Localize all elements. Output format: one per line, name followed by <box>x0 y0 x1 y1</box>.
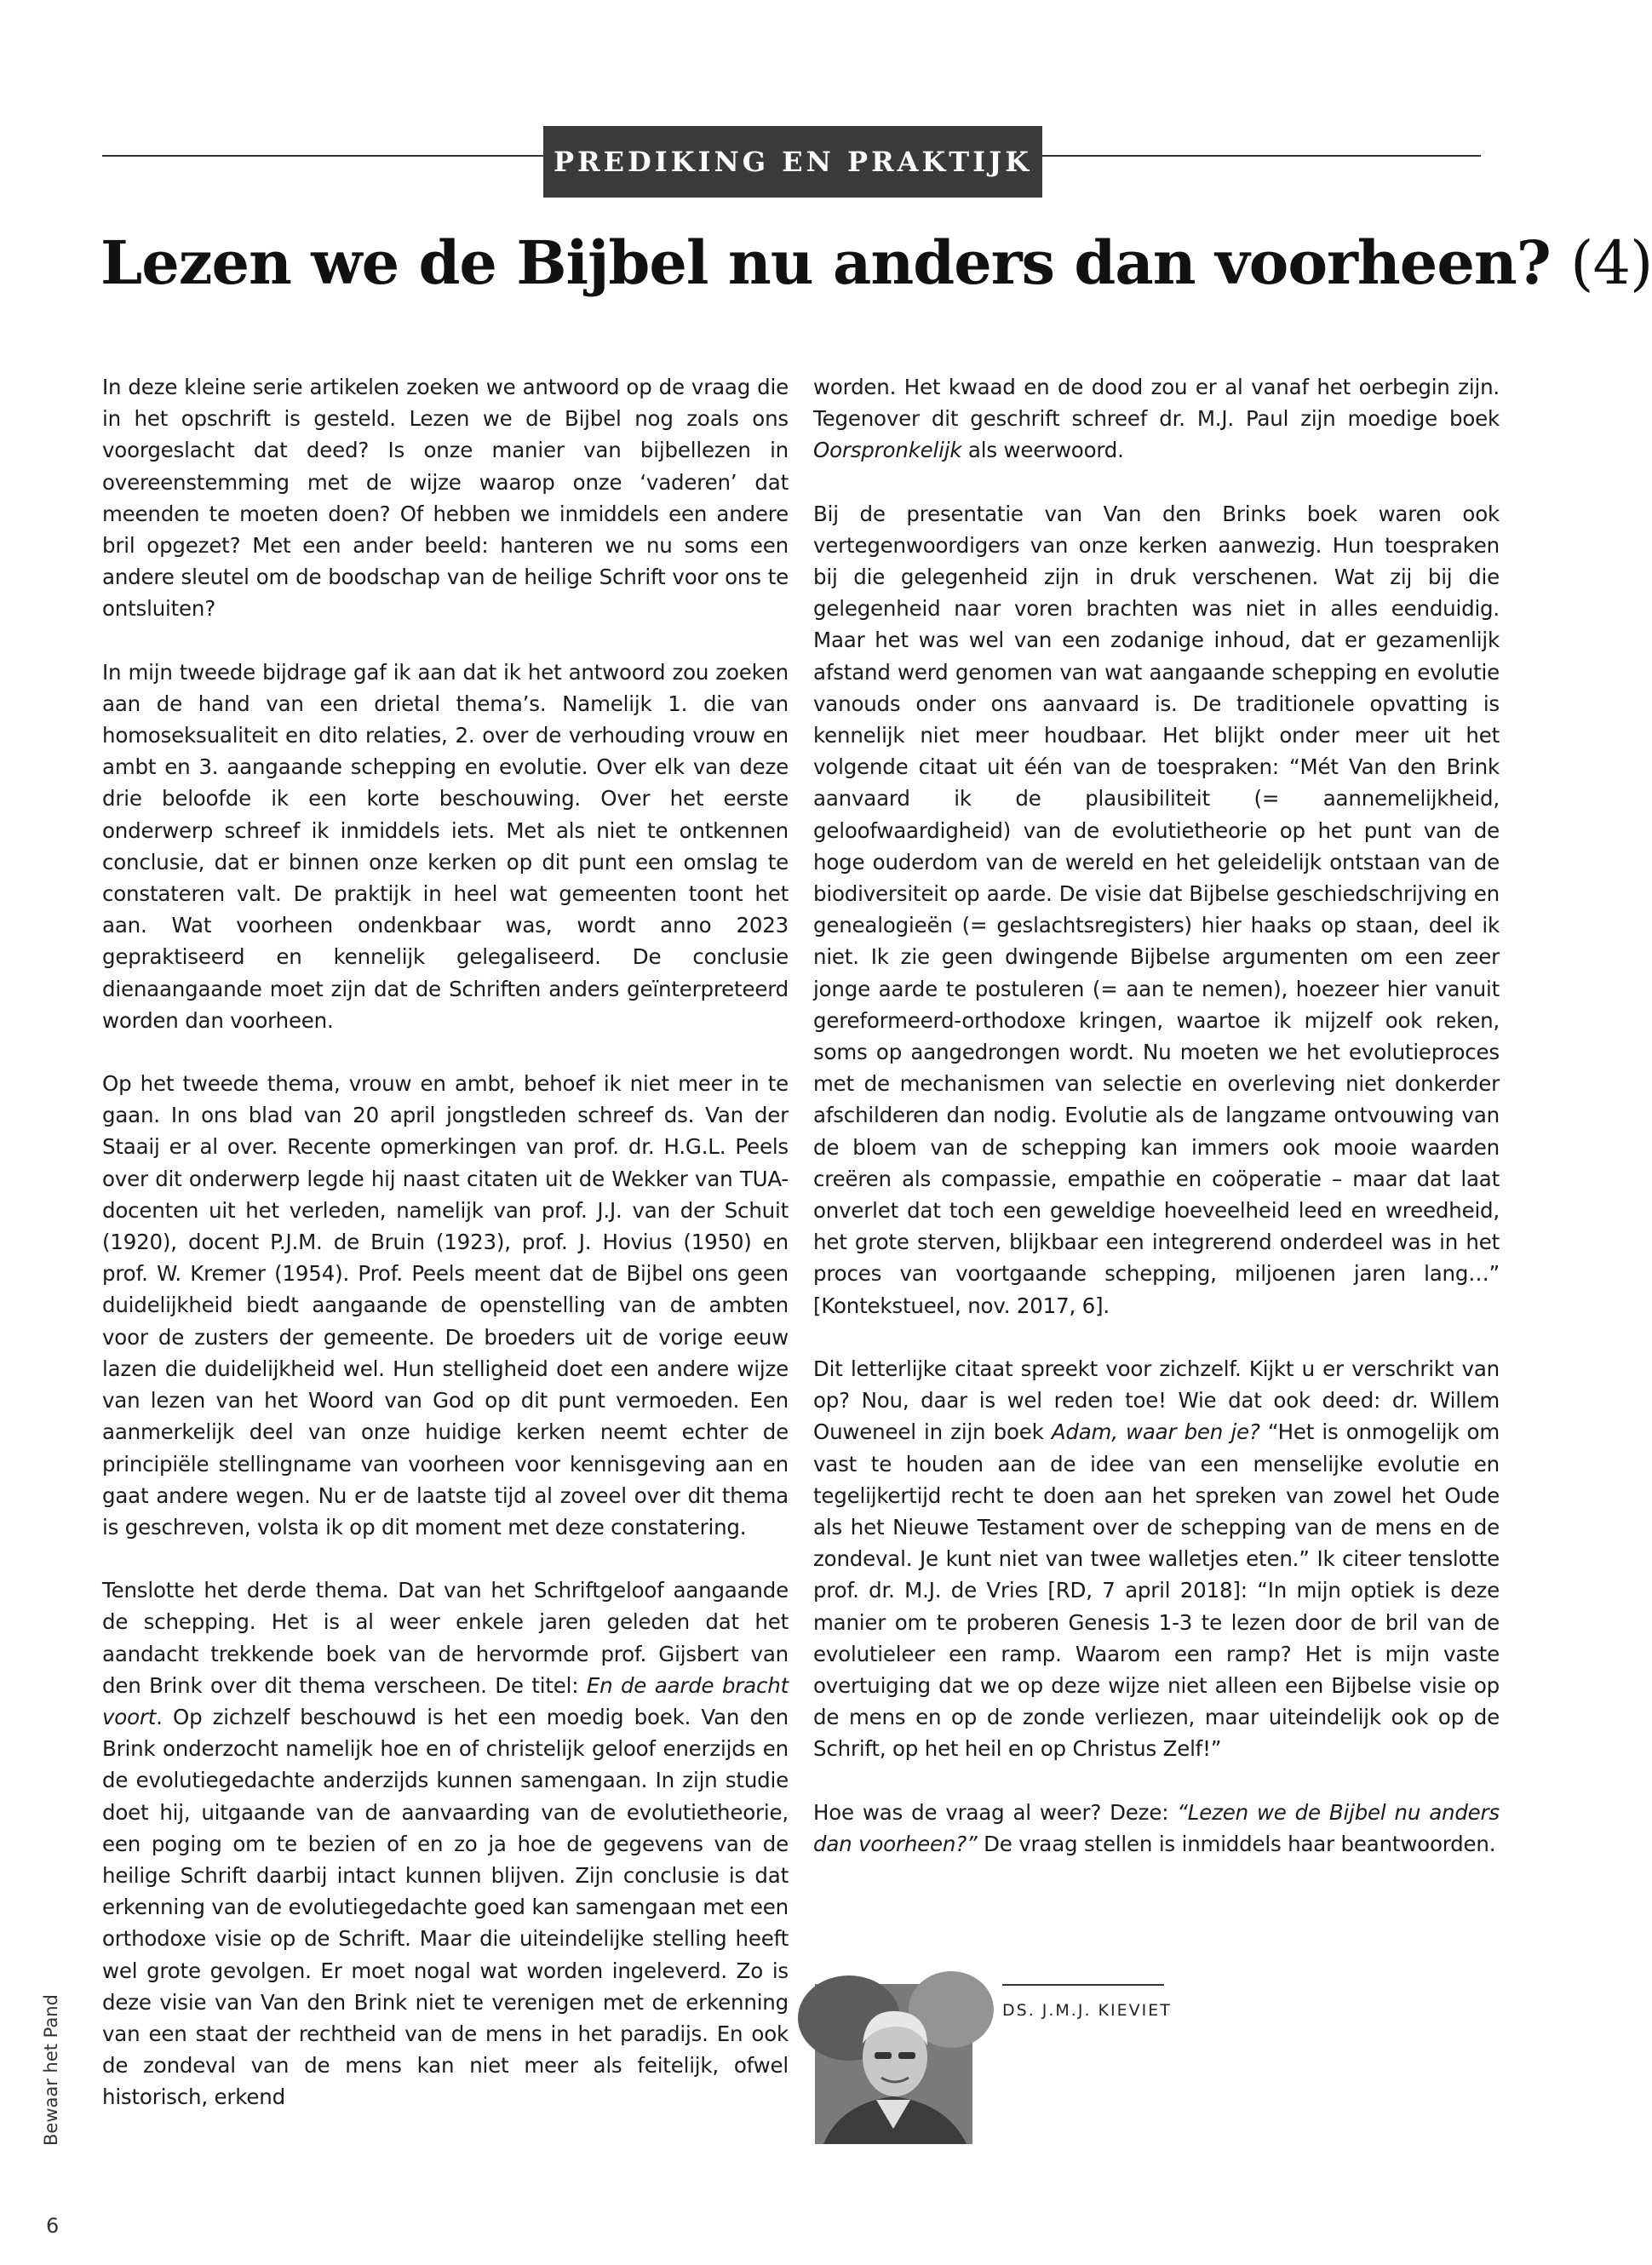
paragraph: In mijn tweede bijdrage gaf ik aan dat ik het antwoord zou zoeken aan de hand van een drietal thema’s. Namelijk 1. die van homoseksualiteit en dito relaties, 2. over de verhouding vrouw en ambt en 3. aangaande schepping en evolutie. Over elk van deze drie beloofde ik een korte beschouwing. Over het eerste onderwerp schreef ik inmiddels iets. Met als niet te ontkennen conclusie, dat er binnen onze kerken op dit punt een omslag te constateren valt. De praktijk in heel wat gemeenten toont het aan. Wat voorheen ondenkbaar was, wordt anno 2023 gepraktiseerd en kennelijk gelegaliseerd. De conclusie dienaangaande moet zijn dat de Schriften anders geïnterpreteerd worden dan voorheen. <box>102 659 789 1033</box>
book-title: Adam, waar ben je? <box>1051 1419 1260 1445</box>
author-block <box>815 1984 1496 2146</box>
text: Hoe was de vraag al weer? Deze: <box>813 1799 1178 1825</box>
text: als weerwoord. <box>961 438 1124 463</box>
article-title <box>100 227 1652 298</box>
title-number: (4) <box>1570 228 1652 298</box>
paragraph <box>102 1574 789 2113</box>
author-photo <box>815 1984 972 2144</box>
header-rule-left <box>102 155 543 157</box>
paragraph <box>813 1797 1500 1860</box>
text: De vraag stellen is inmiddels haar beantwoorden. <box>977 1831 1496 1856</box>
author-portrait-icon <box>815 1984 972 2144</box>
signature-rule <box>1002 1984 1164 1986</box>
header-rule-right <box>1042 155 1481 157</box>
text: Dit letterlijke citaat spreekt voor zichzelf. Kijkt u er verschrikt van op? Nou, daar is wel reden toe! Wie dat ook deed: dr. Willem Ouweneel in zijn boek <box>813 1356 1500 1445</box>
book-title: En de aarde bracht voort <box>102 1672 789 1729</box>
section-badge: PREDIKING EN PRAKTIJK <box>543 126 1042 198</box>
text: worden. Het kwaad en de dood zou er al vanaf het oerbegin zijn. Tegenover dit geschrift schreef dr. M.J. Paul zijn moedige boek <box>813 375 1500 432</box>
left-column <box>102 371 789 2113</box>
paragraph: In deze kleine serie artikelen zoeken we antwoord op de vraag die in het opschrift is gesteld. Lezen we de Bijbel nog zoals ons voorgeslacht dat deed? Is onze manier van bijbellezen in overeenstemming met de wijze waarop onze ‘vaderen’ dat meenden te moeten doen? Of hebben we inmiddels een andere bril opgezet? Met een ander beeld: hanteren we nu soms een andere sleutel om de boodschap van de heilige Schrift voor ons te ontsluiten? <box>102 375 789 622</box>
paragraph: Op het tweede thema, vrouw en ambt, behoef ik niet meer in te gaan. In ons blad van 20 april jongstleden schreef ds. Van der Staaij er al over. Recente opmerkingen van prof. dr. H.G.L. Peels over dit onderwerp legde hij naast citaten uit de Wekker van TUA-docenten uit het verleden, namelijk van prof. J.J. van der Schuit (1920), docent P.J.M. de Bruin (1923), prof. J. Hovius (1950) en prof. W. Kremer (1954). Prof. Peels meent dat de Bijbel ons geen duidelijkheid biedt aangaande de openstelling van de ambten voor de zusters der gemeente. De broeders uit de vorige eeuw lazen die duidelijkheid wel. Hun stelligheid doet een andere wijze van lezen van het Woord van God op dit punt vermoeden. Een aanmerkelijk deel van onze huidige kerken neemt echter de principiële stellingname van voorheen voor kennisgeving aan en gaat andere wegen. Nu er de laatste tijd al zoveel over dit thema is geschreven, volsta ik op dit moment met deze constatering. <box>102 1071 789 1540</box>
paragraph <box>813 371 1500 467</box>
question-quote: “Lezen we de Bijbel nu anders dan voorheen?” <box>813 1799 1500 1856</box>
author-name: DS. J.M.J. KIEVIET <box>1002 2001 1172 2020</box>
text: “Het is onmogelijk om vast te houden aan de idee van een menselijke evolutie en tegelijkertijd recht te doen aan het spreken van zowel het Oude als het Nieuwe Testament over de schepping van de mens en de zondeval. Je kunt niet van twee walletjes eten.” Ik citeer tenslotte prof. dr. M.J. de Vries [RD, 7 april 2018]: “In mijn optiek is deze manier om te proberen Genesis 1-3 te lezen door de bril van de evolutieleer een ramp. Waarom een ramp? Het is mijn vaste overtuiging dat we op deze wijze niet alleen een Bijbelse visie op de mens en op de zonde verliezen, maar uiteindelijk ook op de Schrift, op het heil en op Christus Zelf!” <box>813 1419 1500 1762</box>
side-label: Bewaar het Pand <box>41 1994 61 2146</box>
text: Tenslotte het derde thema. Dat van het Schriftgeloof aangaande de schepping. Het is al weer enkele jaren geleden dat het aandacht trekkende boek van de hervormde prof. Gijsbert van den Brink over dit thema verscheen. De titel: <box>102 1578 789 1698</box>
text: . Op zichzelf beschouwd is het een moedig boek. Van den Brink onderzocht namelijk hoe en of christelijk geloof enerzijds en de evolutiegedachte anderzijds kunnen samengaan. In zijn studie doet hij, uitgaande van de aanvaarding van de evolutietheorie, een poging om te bezien of en zo ja hoe de gegevens van de heilige Schrift daarbij intact kunnen blijven. Zijn conclusie is dat erkenning van de evolutiegedachte goed kan samengaan met een orthodoxe visie op de Schrift. Maar die uiteindelijke stelling heeft wel grote gevolgen. Er moet nogal wat worden ingeleverd. Zo is deze visie van Van den Brink niet te verenigen met de erkenning van een staat der rechtheid van de mens in het paradijs. En ook de zondeval van de mens kan niet meer als feitelijk, ofwel historisch, erkend <box>102 1704 789 2110</box>
page-number: 6 <box>46 2214 60 2238</box>
paragraph <box>813 1353 1500 1765</box>
book-title: Oorspronkelijk <box>813 438 962 463</box>
right-column <box>813 371 1500 1860</box>
paragraph: Bij de presentatie van Van den Brinks boek waren ook vertegenwoordigers van onze kerken aanwezig. Hun toespraken bij die gelegenheid zijn in druk verschenen. Wat zij bij die gelegenheid naar voren brachten was niet in alles eenduidig. Maar het was wel van een zodanige inhoud, dat er gezamenlijk afstand werd genomen van wat aangaande schepping en evolutie vanouds onder ons aanvaard is. De traditionele opvatting is kennelijk niet meer houdbaar. Het blijkt onder meer uit het volgende citaat uit één van de toespraken: “Mét Van den Brink aanvaard ik de plausibiliteit (= aannemelijkheid, geloofwaardigheid) van de evolutietheorie op het punt van de hoge ouderdom van de wereld en het geleidelijk ontstaan van de biodiversiteit op aarde. De visie dat Bijbelse geschiedschrijving en genealogieën (= geslachtsregisters) hier haaks op staan, deel ik niet. Ik zie geen dwingende Bijbelse argumenten om een zeer jonge aarde te postuleren (= aan te nemen), hoezeer hier vanuit gereformeerd-orthodoxe kringen, waartoe ik mijzelf ook reken, soms op aangedrongen wordt. Nu moeten we het evolutieproces met de mechanismen van selectie en overleving niet donkerder afschilderen dan nodig. Evolutie als de langzame ontvouwing van de bloem van de schepping kan immers ook mooie waarden creëren als compassie, empathie en coöperatie – maar dat laat onverlet dat toch een geweldige hoeveelheid leed en wreedheid, het grote sterven, blijkbaar een integrerend onderdeel was in het proces van voortgaande schepping, miljoenen jaren lang…” [Kontekstueel, nov. 2017, 6]. <box>813 501 1500 1318</box>
title-text: Lezen we de Bijbel nu anders dan voorheen? <box>100 227 1551 298</box>
